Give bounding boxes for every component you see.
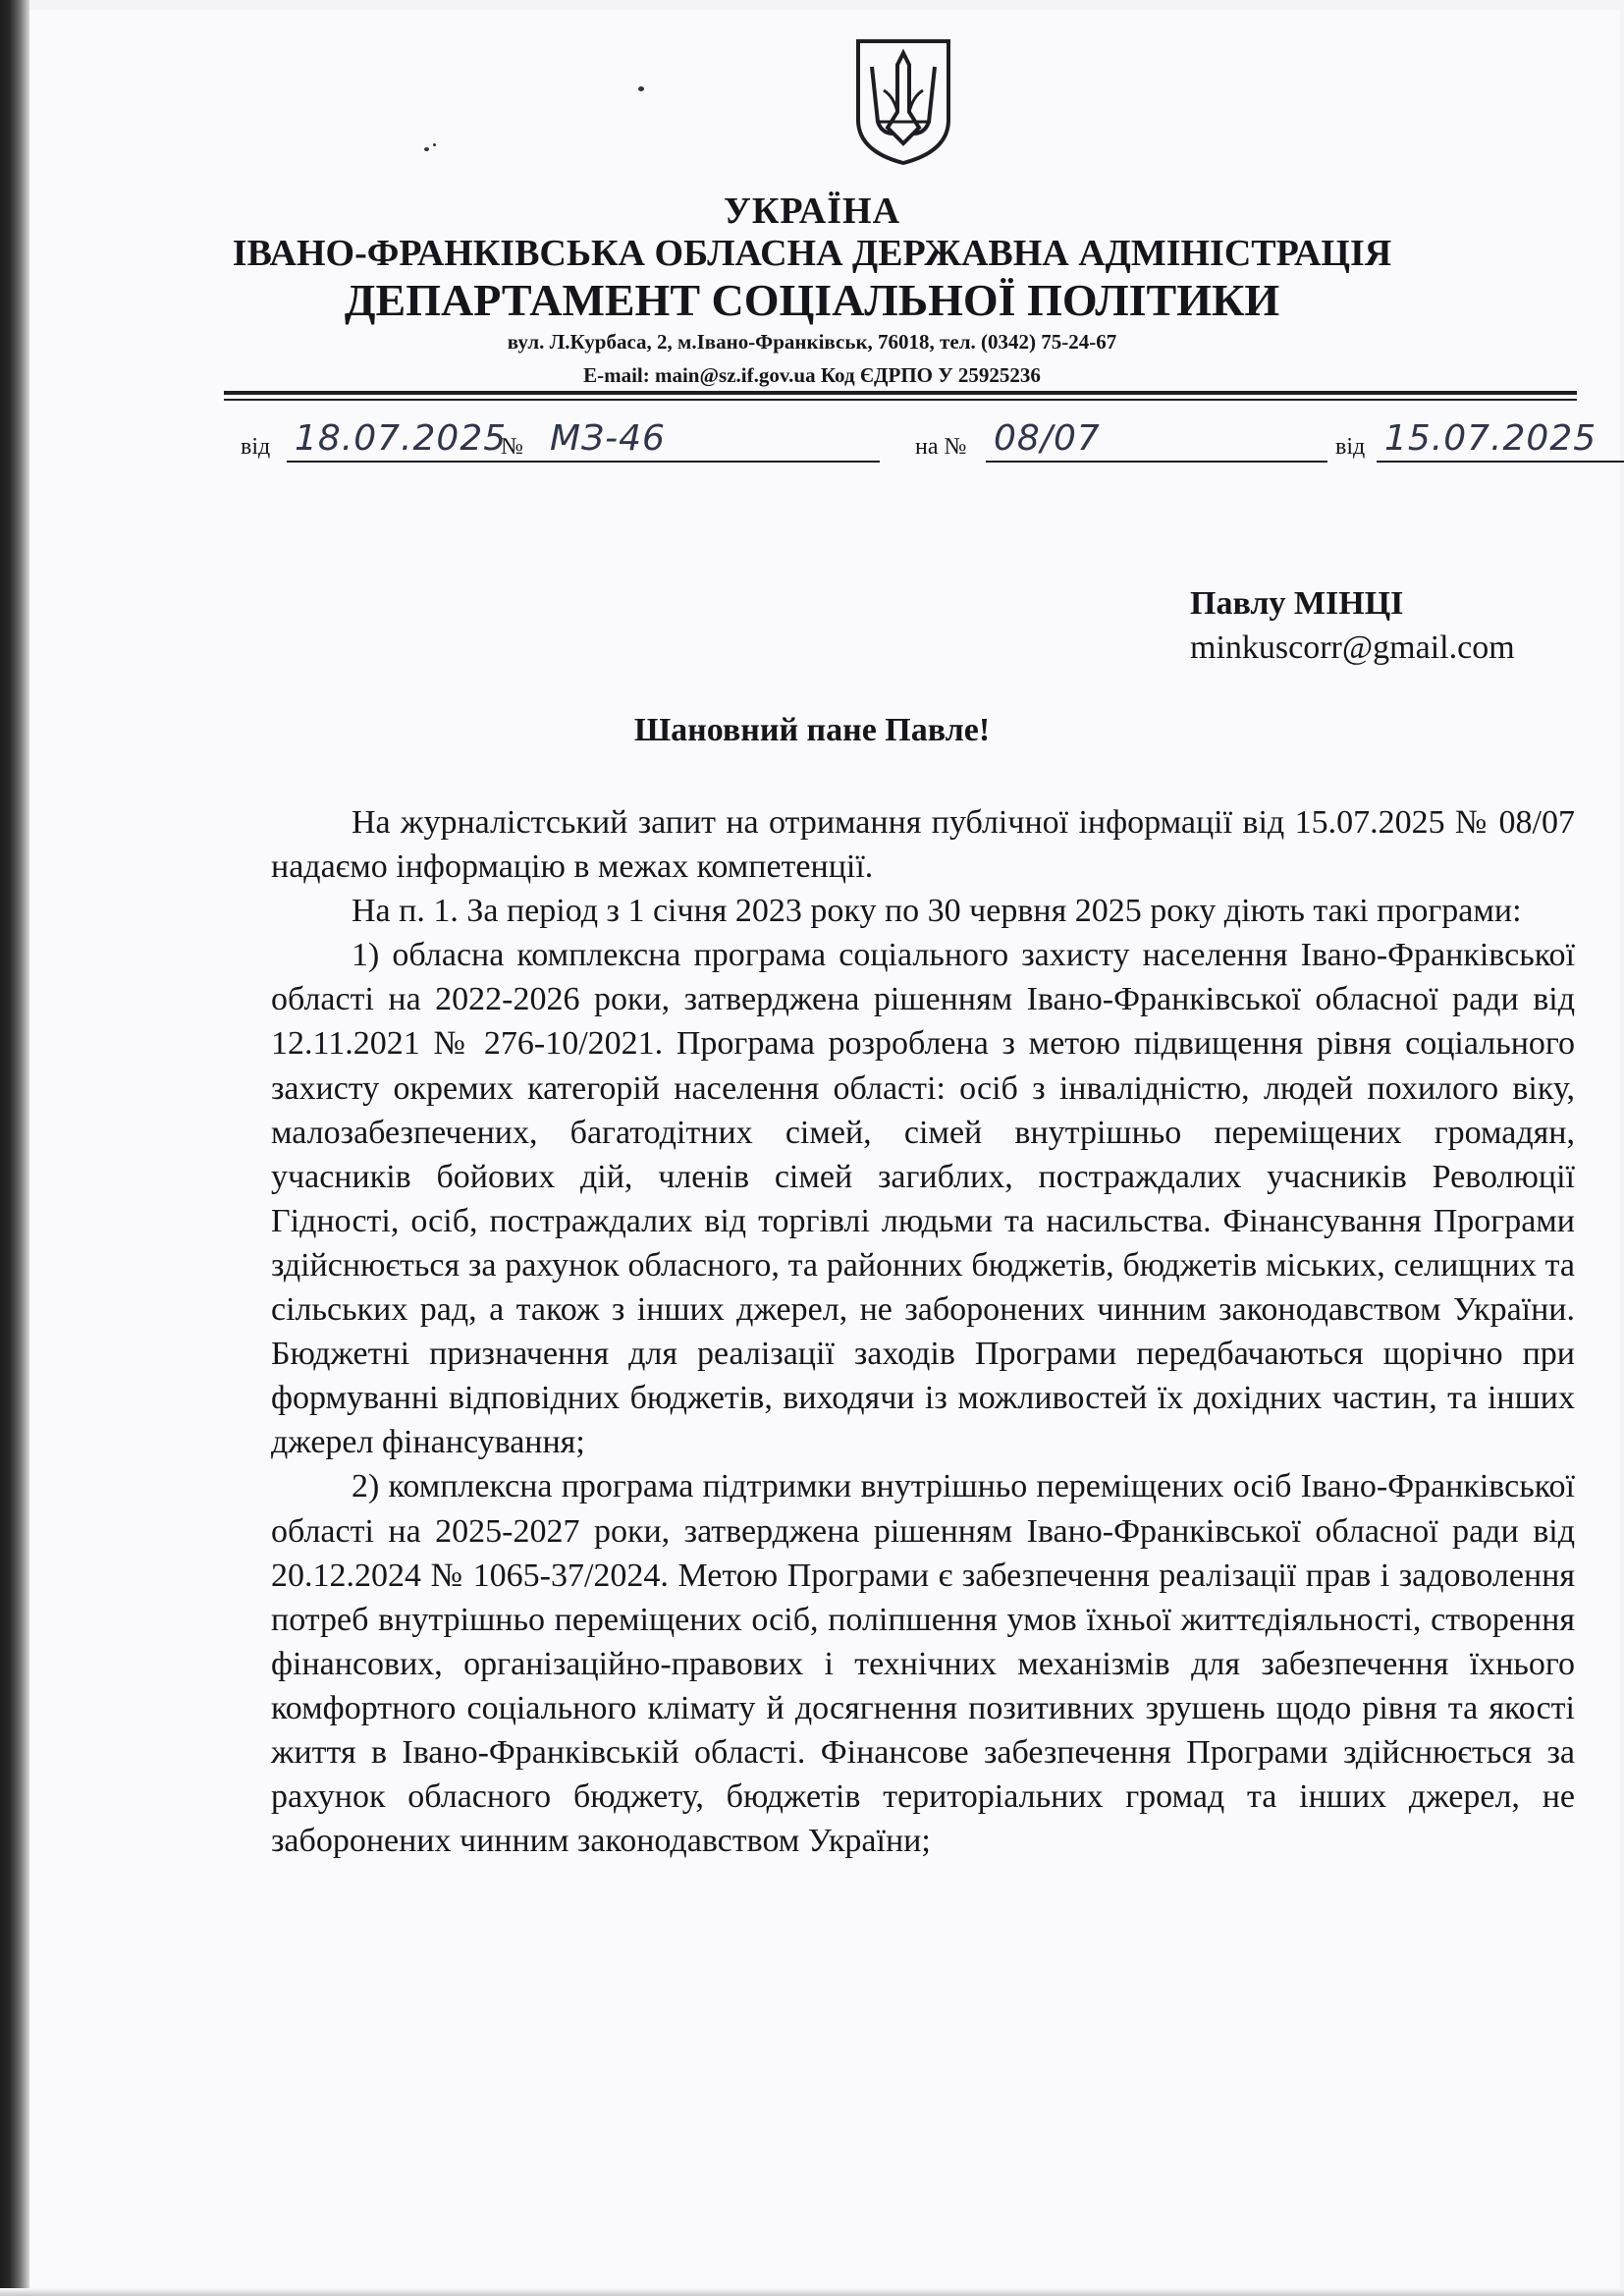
registration-number: МЗ-46 — [550, 418, 666, 459]
reference-number-label: на № — [915, 434, 967, 460]
registration-line — [0, 417, 1624, 468]
scan-speck — [433, 143, 436, 146]
body-paragraph: На п. 1. За період з 1 січня 2023 року по 30 червня 2025 року діють такі програми: — [352, 893, 1522, 930]
reference-number: 08/07 — [994, 418, 1101, 459]
from-label: від — [241, 434, 271, 460]
letter-body — [271, 800, 1575, 1863]
scan-speck — [638, 86, 644, 91]
number-label: № — [501, 434, 523, 460]
header-email-line: E-mail: main@sz.if.gov.ua Код ЄДРПО У 25925236 — [583, 363, 1041, 387]
scan-speck — [424, 147, 429, 151]
header-address: вул. Л.Курбаса, 2, м.Івано-Франківськ, 76018, тел. (0342) 75-24-67 — [507, 330, 1117, 354]
header-divider-thick — [224, 391, 1577, 395]
body-paragraph: 1) обласна комплексна програма соціального захисту населення Івано-Франківської області на 2022-2026 роки, затверджена рішенням Івано-Франківської обласної ради від 12.11.2021 № 276-10/2021. Програма розроблена з метою підвищення рівня соціального захисту окремих категорій населення області: осіб з інвалідністю, людей похилого віку, малозабезпечених, багатодітних сімей, сімей внутрішньо переміщених громадян, учасників бойових дій, членів сімей загиблих, постраждалих учасників Революції Гідності, осіб, постраждалих від торгівлі людьми та насильства. Фінансування Програми здійснюється за рахунок обласного, та районних бюджетів, бюджетів міських, селищних та сільських рад, а також з інших джерел, не заборонених чинним законодавством України. Бюджетні призначення для реалізації заходів Програми передбачаються щорічно при формуванні відповідних бюджетів, виходячи із можливостей їх дохідних частин, та інших джерел фінансування; — [271, 937, 1575, 1461]
header-divider-thin — [224, 399, 1577, 401]
registration-underline — [287, 461, 880, 463]
salutation: Шановний пане Павле! — [633, 712, 991, 748]
body-paragraph: 2) комплексна програма підтримки внутрішньо переміщених осіб Івано-Франківської області на 2025-2027 роки, затверджена рішенням Івано-Франківської обласної ради від 20.12.2024 № 1065-37/2024. Метою Програми є забезпечення реалізації прав і задоволення потреб внутрішньо переміщених осіб, поліпшення умов їхньої життєдіяльності, створення фінансових, організаційно-правових і технічних механізмів для забезпечення їхнього комфортного соціального клімату й досягнення позитивних зрушень щодо рівня та якості життя в Івано-Франківській області. Фінансове забезпечення Програми здійснюється за рахунок обласного бюджету, бюджетів територіальних громад та інших джерел, не заборонених чинним законодавством України; — [271, 1468, 1575, 1860]
recipient-email: minkuscorr@gmail.com — [1190, 629, 1515, 666]
recipient-name: Павлу МІНЦІ — [1190, 585, 1404, 622]
recipient-block — [1190, 581, 1515, 670]
registration-date: 18.07.2025 — [295, 418, 508, 459]
reference-date-label: від — [1335, 434, 1366, 460]
scan-bottom-edge — [0, 2288, 1624, 2296]
trident-coat-of-arms-icon — [854, 39, 952, 165]
header-administration: ІВАНО-ФРАНКІВСЬКА ОБЛАСНА ДЕРЖАВНА АДМІНІСТРАЦІЯ — [232, 233, 1392, 274]
reference-date: 15.07.2025 — [1384, 418, 1597, 459]
header-department: ДЕПАРТАМЕНТ СОЦІАЛЬНОЇ ПОЛІТИКИ — [344, 275, 1280, 325]
reference-number-underline — [986, 461, 1327, 463]
body-paragraph: На журналістський запит на отримання публічної інформації від 15.07.2025 № 08/07 надаємо інформацію в межах компетенції. — [271, 804, 1575, 886]
header-country: УКРАЇНА — [723, 191, 901, 232]
reference-date-underline — [1377, 461, 1624, 463]
